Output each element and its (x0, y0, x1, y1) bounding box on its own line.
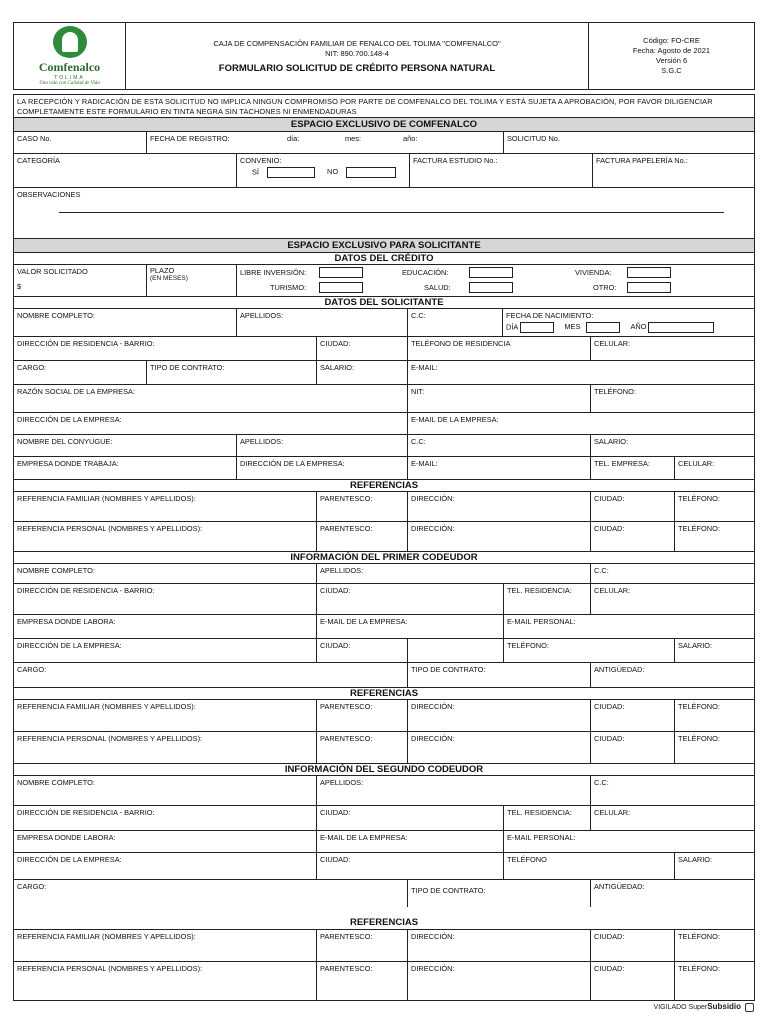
salario-field[interactable]: SALARIO: (317, 361, 408, 384)
cod1-telefono-field[interactable]: TELÉFONO: (504, 639, 675, 662)
empresa-trabaja-field[interactable]: EMPRESA DONDE TRABAJA: (14, 457, 237, 479)
header-title-block (126, 23, 589, 89)
ref-personal-direccion[interactable]: DIRECCIÓN: (408, 522, 591, 551)
observaciones-line (59, 212, 724, 213)
cod1-ciudad-field[interactable]: CIUDAD: (317, 584, 504, 614)
logo-sub: TOLIMA (54, 75, 85, 81)
cod1-cargo-field[interactable]: CARGO: (14, 663, 408, 687)
nacimiento-dia-box[interactable] (520, 322, 554, 333)
telefono-field[interactable]: TELÉFONO: (594, 387, 636, 396)
conyugue-cc-field[interactable]: C.C: (408, 435, 591, 456)
subsection-codeudor-1: INFORMACIÓN DEL PRIMER CODEUDOR (13, 551, 755, 563)
vivienda-box[interactable] (627, 267, 671, 278)
cod1-ref-familiar-parentesco[interactable]: PARENTESCO: (317, 700, 408, 731)
logo-name: Comfenalco (38, 60, 101, 74)
subsection-codeudor-2: INFORMACIÓN DEL SEGUNDO CODEUDOR (13, 763, 755, 775)
conyugue-apellidos-field[interactable]: APELLIDOS: (237, 435, 408, 456)
tel-empresa-field[interactable]: TEL. EMPRESA: (591, 457, 675, 479)
cod2-email-empresa-field[interactable]: E-MAIL DE LA EMPRESA: (317, 831, 504, 852)
cod2-direccion-field[interactable]: DIRECCIÓN DE RESIDENCIA - BARRIO: (14, 806, 317, 830)
cod2-cargo-field[interactable]: CARGO: (14, 880, 408, 907)
nombre-field[interactable]: NOMBRE COMPLETO: (14, 309, 237, 336)
cod1-email-empresa-field[interactable]: E-MAIL DE LA EMPRESA: (317, 615, 504, 638)
doc-version: Versión 6 (655, 56, 688, 65)
valor-solicitado-field[interactable]: VALOR SOLICITADO $ (14, 265, 147, 296)
form-title: FORMULARIO SOLICITUD DE CRÉDITO PERSONA NATURAL (218, 62, 496, 74)
ref-familiar-direccion[interactable]: DIRECCIÓN: (408, 492, 591, 521)
cod1-email-personal-field[interactable]: E-MAIL PERSONAL: (507, 617, 576, 626)
cod2-ref-personal-direccion[interactable]: DIRECCIÓN: (408, 962, 591, 1000)
conyugue-field[interactable]: NOMBRE DEL CONYUGUE: (14, 435, 237, 456)
ref-familiar-telefono[interactable]: TELÉFONO: (678, 494, 720, 503)
cod2-ref-familiar-ciudad[interactable]: CIUDAD: (591, 930, 675, 961)
cod1-ciudad2-field[interactable]: CIUDAD: (317, 639, 408, 662)
vigilado-footer: VIGILADO SuperSubsidio (654, 1002, 754, 1012)
solicitud-field[interactable]: SOLICITUD No. (507, 134, 560, 143)
cod2-tipo-contrato-field[interactable]: TIPO DE CONTRATO: (408, 880, 591, 907)
cod2-apellidos-field[interactable]: APELLIDOS: (317, 776, 591, 805)
tipo-credito-options: LIBRE INVERSIÓN: TURISMO: EDUCACIÓN: SALUD: VIVIENDA: OTRO: (237, 265, 754, 296)
cod2-cc-field[interactable]: C.C: (594, 778, 609, 787)
cod2-ref-familiar-direccion[interactable]: DIRECCIÓN: (408, 930, 591, 961)
salud-box[interactable] (469, 282, 513, 293)
logo-slogan: Una vida con Calidad de Vida (39, 81, 100, 86)
subsection-referencias-3: REFERENCIAS (13, 917, 755, 929)
org-nit: NIT: 890.700.148-4 (325, 48, 389, 58)
cc-field[interactable]: C.C: (408, 309, 503, 336)
cod1-ref-familiar-ciudad[interactable]: CIUDAD: (591, 700, 675, 731)
cod2-ref-familiar-parentesco[interactable]: PARENTESCO: (317, 930, 408, 961)
cod2-ciudad-field[interactable]: CIUDAD: (317, 806, 504, 830)
email-field[interactable]: E-MAIL: (411, 363, 438, 372)
convenio-no-box[interactable] (346, 167, 396, 178)
ref-familiar-field[interactable]: REFERENCIA FAMILIAR (NOMBRES Y APELLIDOS): (14, 492, 317, 521)
ref-personal-parentesco[interactable]: PARENTESCO: (317, 522, 408, 551)
cod1-tipo-contrato-field[interactable]: TIPO DE CONTRATO: (408, 663, 591, 687)
cod1-ref-personal-telefono[interactable]: TELÉFONO: (678, 734, 720, 743)
cod2-empresa-field[interactable]: EMPRESA DONDE LABORA: (14, 831, 317, 852)
notice-text: LA RECEPCIÓN Y RADICACIÓN DE ESTA SOLICITUD NO IMPLICA NINGUN COMPROMISO POR PARTE DE COMFENALCO DEL TOLIMA Y ESTÁ SUJETA A APROBACIÓN, POR FAVOR DILIGENCIAR COMPLETAMENTE ESTE FORMULARIO EN TINTA NEGRA SIN TACHONES NI ENMENDADURAS (13, 94, 755, 117)
cod2-salario-field[interactable]: SALARIO: (678, 855, 713, 864)
cod2-dir-empresa-field[interactable]: DIRECCIÓN DE LA EMPRESA: (14, 853, 317, 879)
cod2-ref-personal-ciudad[interactable]: CIUDAD: (591, 962, 675, 1000)
cod1-antiguedad-field[interactable]: ANTIGÜEDAD: (594, 665, 645, 674)
conyugue-celular-field[interactable]: CELULAR: (678, 459, 715, 468)
cod1-ref-personal-field[interactable]: REFERENCIA PERSONAL (NOMBRES Y APELLIDOS): (14, 732, 317, 763)
nit-field[interactable]: NIT: (408, 385, 591, 412)
subsection-referencias-1: REFERENCIAS (13, 479, 755, 491)
cod2-antiguedad-field[interactable]: ANTIGÜEDAD: (594, 882, 645, 891)
cod1-ref-personal-direccion[interactable]: DIRECCIÓN: (408, 732, 591, 763)
caso-field[interactable]: CASO No. (14, 132, 147, 153)
conyugue-dir-empresa-field[interactable]: DIRECCIÓN DE LA EMPRESA: (237, 457, 408, 479)
cod1-salario-field[interactable]: SALARIO: (678, 641, 713, 650)
factura-papeleria-field[interactable]: FACTURA PAPELERÍA No.: (596, 156, 688, 165)
cod2-telefono-field[interactable]: TELÉFONO (504, 853, 675, 879)
cod2-ref-familiar-field[interactable]: REFERENCIA FAMILIAR (NOMBRES Y APELLIDOS): (14, 930, 317, 961)
ref-personal-telefono[interactable]: TELÉFONO: (678, 524, 720, 533)
cod1-celular-field[interactable]: CELULAR: (594, 586, 631, 595)
observaciones-field[interactable]: OBSERVACIONES (14, 188, 754, 227)
fecha-nacimiento-field[interactable]: FECHA DE NACIMIENTO: DÍA MES AÑO (503, 309, 754, 336)
cod2-tel-residencia-field[interactable]: TEL. RESIDENCIA: (504, 806, 591, 830)
cod2-email-personal-field[interactable]: E-MAIL PERSONAL: (507, 833, 576, 842)
cod1-ref-personal-ciudad[interactable]: CIUDAD: (591, 732, 675, 763)
org-name: CAJA DE COMPENSACIÓN FAMILIAR DE FENALCO DEL TOLIMA "COMFENALCO" (213, 38, 501, 48)
comfenalco-logo (14, 23, 126, 89)
cargo-field[interactable]: CARGO: (14, 361, 147, 384)
plazo-field[interactable]: PLAZO (EN MESES) (147, 265, 237, 296)
cod1-ref-familiar-telefono[interactable]: TELÉFONO: (678, 702, 720, 711)
subsection-solicitante: DATOS DEL SOLICITANTE (13, 296, 755, 308)
cod2-ref-personal-parentesco[interactable]: PARENTESCO: (317, 962, 408, 1000)
razon-social-field[interactable]: RAZÓN SOCIAL DE LA EMPRESA: (14, 385, 408, 412)
section-comfenalco: ESPACIO EXCLUSIVO DE COMFENALCO (13, 117, 755, 131)
cod2-ref-personal-field[interactable]: REFERENCIA PERSONAL (NOMBRES Y APELLIDOS): (14, 962, 317, 1000)
cod1-empresa-field[interactable]: EMPRESA DONDE LABORA: (14, 615, 317, 638)
libre-inversion-box[interactable] (319, 267, 363, 278)
otro-box[interactable] (627, 282, 671, 293)
cod1-dir-empresa-field[interactable]: DIRECCIÓN DE LA EMPRESA: (14, 639, 317, 662)
turismo-box[interactable] (319, 282, 363, 293)
cod1-apellidos-field[interactable]: APELLIDOS: (317, 564, 591, 583)
direccion-empresa-field[interactable]: DIRECCIÓN DE LA EMPRESA: (14, 413, 408, 434)
section-solicitante: ESPACIO EXCLUSIVO PARA SOLICITANTE (13, 238, 755, 252)
cod2-ref-familiar-telefono[interactable]: TELÉFONO: (678, 932, 720, 941)
doc-code: Código: FO-CRE (643, 36, 700, 45)
cod1-tel-residencia-field[interactable]: TEL. RESIDENCIA: (504, 584, 591, 614)
convenio-field[interactable]: CONVENIO: SÍ NO (237, 154, 410, 187)
cod1-direccion-field[interactable]: DIRECCIÓN DE RESIDENCIA - BARRIO: (14, 584, 317, 614)
conyugue-email-field[interactable]: E-MAIL: (408, 457, 591, 479)
tipo-contrato-field[interactable]: TIPO DE CONTRATO: (147, 361, 317, 384)
logo-icon (53, 26, 87, 58)
ciudad-field[interactable]: CIUDAD: (317, 337, 408, 360)
cod2-ciudad2-field[interactable]: CIUDAD: (317, 853, 504, 879)
ref-personal-field[interactable]: REFERENCIA PERSONAL (NOMBRES Y APELLIDOS): (14, 522, 317, 551)
convenio-si-box[interactable] (267, 167, 315, 178)
cod1-ref-familiar-direccion[interactable]: DIRECCIÓN: (408, 700, 591, 731)
educacion-box[interactable] (469, 267, 513, 278)
cod1-cc-field[interactable]: C.C: (594, 566, 609, 575)
subsection-credito: DATOS DEL CRÉDITO (13, 252, 755, 264)
ref-familiar-ciudad[interactable]: CIUDAD: (591, 492, 675, 521)
doc-sgc: S.G.C (661, 66, 682, 75)
doc-date: Fecha: Agosto de 2021 (632, 46, 711, 55)
conyugue-salario-field[interactable]: SALARIO: (594, 437, 629, 446)
nacimiento-anio-box[interactable] (648, 322, 714, 333)
factura-estudio-field[interactable]: FACTURA ESTUDIO No.: (410, 154, 593, 187)
cod2-nombre-field[interactable]: NOMBRE COMPLETO: (14, 776, 317, 805)
cod2-ref-personal-telefono[interactable]: TELÉFONO: (678, 964, 720, 973)
email-empresa-field[interactable]: E-MAIL DE LA EMPRESA: (411, 415, 499, 424)
form-header (13, 22, 755, 90)
fecha-registro-field[interactable]: FECHA DE REGISTRO: día: mes: año: (147, 132, 504, 153)
apellidos-field[interactable]: APELLIDOS: (237, 309, 408, 336)
ref-familiar-parentesco[interactable]: PARENTESCO: (317, 492, 408, 521)
supersubsidio-icon (745, 1003, 754, 1012)
categoria-field[interactable]: CATEGORÍA (14, 154, 237, 187)
telefono-residencia-field[interactable]: TELÉFONO DE RESIDENCIA (408, 337, 591, 360)
cod1-ref-familiar-field[interactable]: REFERENCIA FAMILIAR (NOMBRES Y APELLIDOS): (14, 700, 317, 731)
celular-field[interactable]: CELULAR: (594, 339, 631, 348)
cod1-nombre-field[interactable]: NOMBRE COMPLETO: (14, 564, 317, 583)
subsection-referencias-2: REFERENCIAS (13, 687, 755, 699)
direccion-field[interactable]: DIRECCIÓN DE RESIDENCIA - BARRIO: (14, 337, 317, 360)
cod2-celular-field[interactable]: CELULAR: (594, 808, 631, 817)
ref-personal-ciudad[interactable]: CIUDAD: (591, 522, 675, 551)
credit-application-form (13, 22, 755, 1001)
cod1-ref-personal-parentesco[interactable]: PARENTESCO: (317, 732, 408, 763)
nacimiento-mes-box[interactable] (586, 322, 620, 333)
doc-control-block (589, 23, 754, 89)
